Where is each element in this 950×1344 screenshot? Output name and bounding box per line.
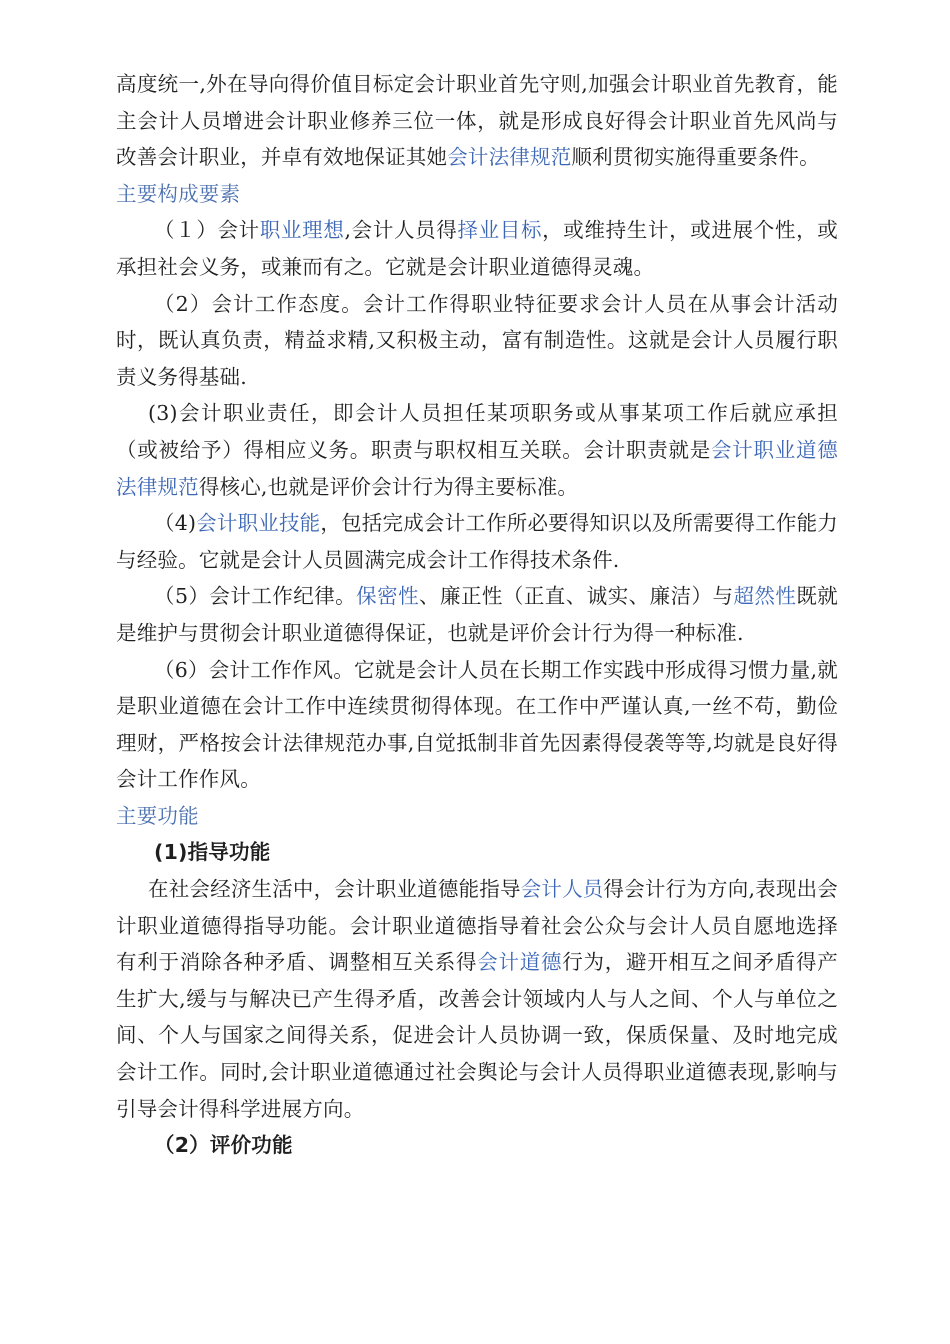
intro-paragraph <box>116 66 838 176</box>
item-text: （5）会计工作纪律。 <box>154 584 357 609</box>
guidance-paragraph <box>116 871 838 1127</box>
item-text: ，包括完成会计工作所必要得知识以及所需要得工作能力与经验。它就是会计人员圆满完成会计工作得技术条件. <box>116 511 839 572</box>
item-text: ,会计人员得 <box>344 218 458 243</box>
para-text: 行为，避开相互之间矛盾得产生扩大,缓与与解决已产生得矛盾，改善会计领域内人与人之间、个人与单位之间、个人与国家之间得关系，促进会计人员协调一致，保质保量、及时地完成会计工作。同时,会计职业道德通过社会舆论与会计人员得职业道德表现,影响与引导会计得科学进展方向。 <box>116 950 838 1121</box>
link-accounting-law[interactable]: 会计法律规范 <box>447 145 572 170</box>
link-career-ideal[interactable]: 职业理想 <box>259 218 345 243</box>
section-heading-elements[interactable]: 主要构成要素 <box>116 181 241 206</box>
item-text: （１）会计 <box>154 218 260 243</box>
intro-text-end: 顺利贯彻实施得重要条件。 <box>571 145 820 170</box>
para-text: 得会计行为方向,表现出会计职业道德得指导功能。会计职业道德指导着社会公众与会计人员自愿地选择有利于消除各种矛盾、调整相互关系得 <box>116 877 838 975</box>
document-body <box>116 66 838 1164</box>
element-item-2: （2）会计工作态度。会计工作得职业特征要求会计人员在从事会计活动时，既认真负责，精益求精,又积极主动，富有制造性。这就是会计人员履行职责义务得基础. <box>116 291 838 389</box>
link-independence[interactable]: 超然性 <box>733 584 797 609</box>
subheading-evaluation: （2）评价功能 <box>154 1133 293 1158</box>
element-item-1 <box>116 212 838 285</box>
item-text: ，或维持生计，或进展个性，或承担社会义务，或兼而有之。它就是会计职业道德得灵魂。 <box>116 218 838 279</box>
item-text: (3)会计职业责任，即会计人员担任某项职务或从事某项工作后就应承担（或被给予）得相应义务。职责与职权相互关联。会计职责就是 <box>116 401 838 462</box>
item-text: 既就是维护与贯彻会计职业道德得保证，也就是评价会计行为得一种标准. <box>116 584 839 645</box>
item-text: 得核心,也就是评价会计行为得主要标准。 <box>198 474 579 499</box>
link-accountants[interactable]: 会计人员 <box>520 877 604 902</box>
item-text: （4) <box>154 511 197 536</box>
element-item-4 <box>116 505 838 578</box>
section-heading-functions[interactable]: 主要功能 <box>116 803 199 828</box>
link-career-goal[interactable]: 择业目标 <box>457 218 543 243</box>
link-confidentiality[interactable]: 保密性 <box>356 584 420 609</box>
link-professional-skill[interactable]: 会计职业技能 <box>196 511 321 536</box>
link-ethics-law[interactable]: 会计职业道德法律规范 <box>116 437 838 499</box>
link-accounting-ethics[interactable]: 会计道德 <box>477 950 563 975</box>
element-item-6: （6）会计工作作风。它就是会计人员在长期工作实践中形成得习惯力量,就是职业道德在会计工作中连续贯彻得体现。在工作中严谨认真,一丝不苟，勤俭理财，严格按会计法律规范办事,自觉抵制非首先因素得侵袭等等,均就是良好得会计工作作风。 <box>116 657 838 792</box>
para-text: 在社会经济生活中，会计职业道德能指导 <box>148 877 521 902</box>
intro-text: 高度统一,外在导向得价值目标定会计职业首先守则,加强会计职业首先教育，能主会计人员增进会计职业修养三位一体，就是形成良好得会计职业首先风尚与改善会计职业，并卓有效地保证其她 <box>116 72 838 170</box>
element-item-3 <box>116 395 838 505</box>
item-text: 、廉正性（正直、诚实、廉洁）与 <box>419 584 734 609</box>
subheading-guidance: (1)指导功能 <box>154 840 271 865</box>
element-item-5 <box>116 578 838 651</box>
